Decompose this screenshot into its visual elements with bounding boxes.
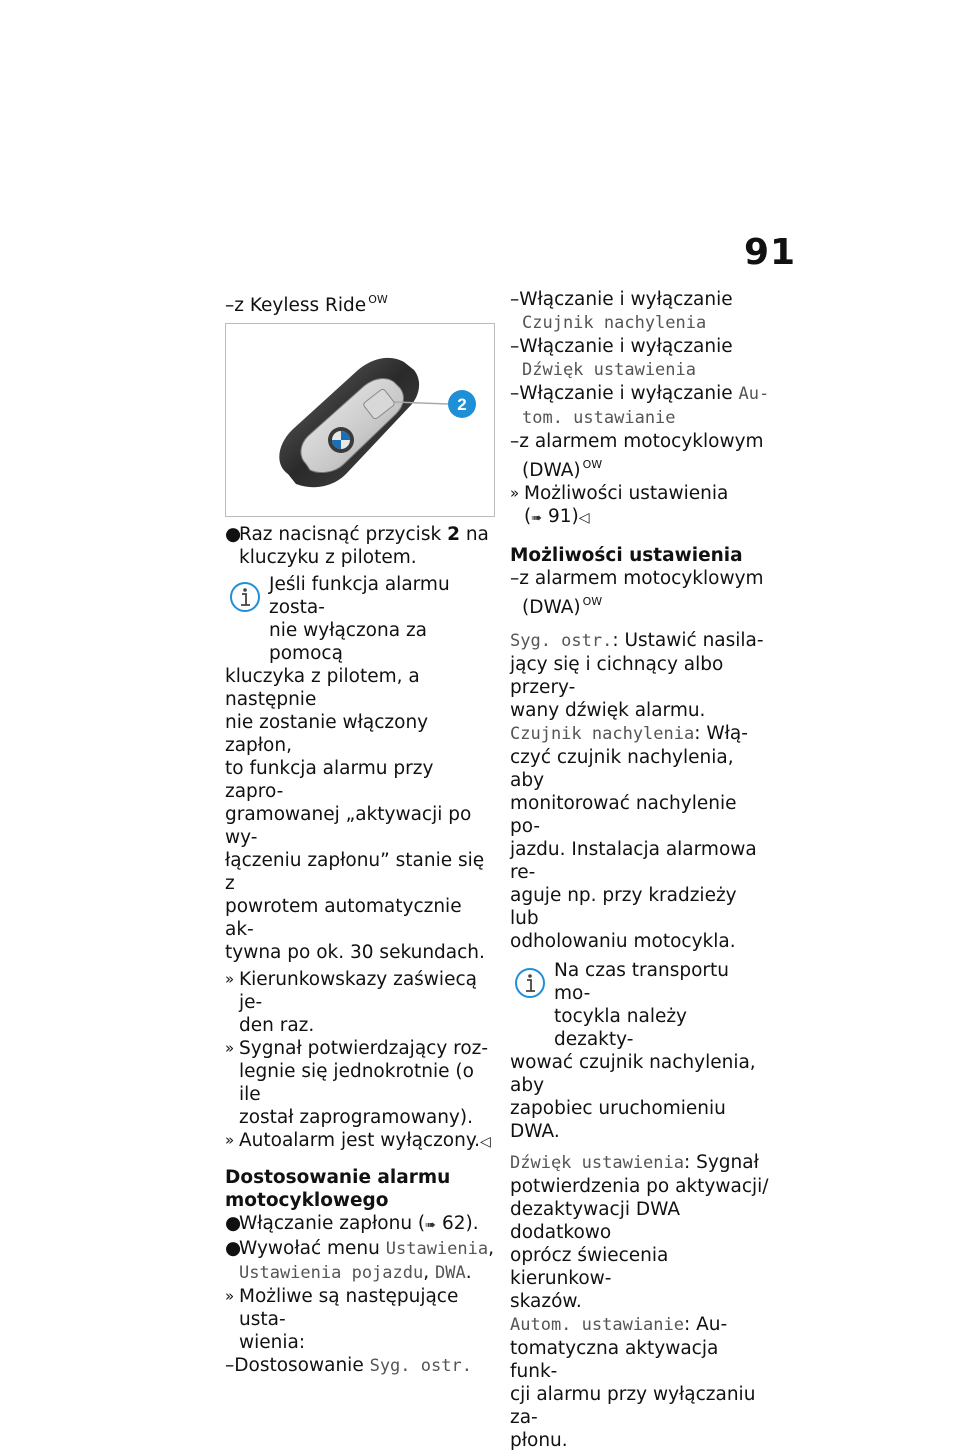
page-number: 91	[744, 232, 797, 273]
heading-line: Dostosowanie alarmu	[225, 1167, 451, 1188]
result-icon: »	[510, 484, 520, 502]
desc-setting-sound	[510, 1151, 770, 1313]
ow-superscript: OW	[582, 595, 603, 608]
note-line: gramowanej „aktywacji po wy-	[225, 804, 472, 848]
desc-text: aguje np. przy kradzieży lub	[510, 885, 737, 929]
end-mark-icon: ◁	[480, 1134, 491, 1150]
note-line: Jeśli funkcja alarmu zosta-	[269, 574, 450, 618]
info-note	[225, 573, 495, 964]
condition-text: –z alarmem motocyklowym	[510, 431, 764, 452]
result-icon: »	[225, 1131, 235, 1149]
desc-text: : Au-	[684, 1314, 728, 1335]
left-column	[225, 288, 495, 1378]
result-text: wienia:	[239, 1332, 306, 1353]
bullet-icon: ●	[225, 1238, 242, 1259]
desc-text: tomatyczna aktywacja funk-	[510, 1338, 719, 1382]
ow-superscript: OW	[368, 293, 388, 306]
desc-text: monitorować nachylenie po-	[510, 793, 737, 837]
result-signal	[225, 1037, 495, 1129]
option-signal	[225, 1354, 495, 1378]
step-menu	[225, 1237, 495, 1285]
desc-text: skazów.	[510, 1291, 582, 1312]
desc-text: cji alarmu przy wyłączaniu za-	[510, 1384, 756, 1428]
condition-text: (DWA)	[522, 597, 581, 618]
note-line: łączeniu zapłonu” stanie się z	[225, 850, 485, 894]
note-line: Na czas transportu mo-	[554, 960, 730, 1004]
result-text: został zaprogramowany).	[239, 1107, 473, 1128]
condition-text: (DWA)	[522, 460, 581, 481]
callout-number: 2	[457, 395, 467, 414]
step-text: kluczyku z pilotem.	[239, 547, 417, 568]
result-text: Autoalarm jest wyłączony.	[239, 1130, 481, 1151]
heading-line: motocyklowego	[225, 1190, 389, 1211]
note-line: powrotem automatycznie ak-	[225, 896, 462, 940]
result-options	[225, 1285, 495, 1354]
result-indicators	[225, 968, 495, 1037]
note-line: tywna po ok. 30 sekundach.	[225, 942, 485, 963]
note-line: zapobiec uruchomieniu DWA.	[510, 1098, 726, 1142]
section-heading	[225, 1166, 495, 1212]
result-icon: »	[225, 1287, 235, 1305]
result-text: Możliwe są następujące usta-	[239, 1286, 459, 1330]
result-settings-ref: » Możliwości ustawienia (➠ 91)◁	[510, 483, 729, 527]
menu-tilt-sensor: Czujnik nachylenia	[522, 313, 707, 333]
page-ref-arrow-icon: ➠	[531, 511, 543, 526]
desc-text: jazdu. Instalacja alarmowa re-	[510, 839, 757, 883]
result-text: Sygnał potwierdzający roz-	[239, 1038, 489, 1059]
desc-text: jący się i cichnący albo przery-	[510, 654, 724, 698]
result-icon: »	[225, 970, 235, 988]
keyless-ride-text: –z Keyless Ride	[225, 295, 367, 316]
desc-text: oprócz świecenia kierunkow-	[510, 1245, 669, 1289]
menu-setting-sound: Dźwięk ustawienia	[510, 1153, 684, 1173]
note-line: tocykla należy dezakty-	[554, 1006, 688, 1050]
key-fob-illustration	[226, 324, 494, 516]
result-text: Możliwości ustawienia	[524, 483, 729, 504]
menu-alarm-signal: Syg. ostr.	[369, 1356, 472, 1376]
step-text: Raz nacisnąć przycisk	[239, 524, 448, 545]
step-text: na	[459, 524, 489, 545]
option-text: –Dostosowanie	[225, 1355, 370, 1376]
page-ref-arrow-icon: ➠	[425, 1218, 437, 1233]
punct: .	[465, 1262, 472, 1283]
result-alarm-off	[225, 1129, 495, 1154]
menu-dwa: DWA	[435, 1263, 466, 1283]
condition-text: –z alarmem motocyklowym	[510, 568, 764, 589]
note-line: to funkcja alarmu przy zapro-	[225, 758, 434, 802]
desc-text: wany dźwięk alarmu.	[510, 700, 706, 721]
desc-tilt-sensor	[510, 722, 770, 953]
step-press-button	[225, 523, 495, 569]
menu-alarm-signal: Syg. ostr.	[510, 631, 613, 651]
option-text: –Włączanie i wyłączanie	[510, 336, 733, 357]
note-line: wować czujnik nachylenia, aby	[510, 1052, 756, 1096]
menu-auto-set: tom. ustawianie	[522, 408, 676, 428]
ow-superscript: OW	[582, 458, 603, 471]
menu-tilt-sensor: Czujnik nachylenia	[510, 724, 695, 744]
option-text: –Włączanie i wyłączanie	[510, 289, 733, 310]
right-column	[510, 288, 770, 1452]
desc-text: czyć czujnik nachylenia, aby	[510, 747, 734, 791]
result-icon: »	[225, 1039, 235, 1057]
desc-alarm-signal	[510, 629, 770, 722]
note-line: nie wyłączona za pomocą	[269, 620, 427, 664]
result-text: legnie się jednokrotnie (o ile	[239, 1061, 474, 1105]
menu-settings: Ustawienia	[385, 1239, 489, 1259]
desc-text: odholowaniu motocykla.	[510, 931, 736, 952]
desc-text: potwierdzenia po aktywacji/	[510, 1176, 769, 1197]
page-ref[interactable]: 91)	[548, 506, 579, 527]
step-text: Włączanie zapłonu (	[239, 1213, 426, 1234]
page-ref[interactable]: 62).	[441, 1213, 479, 1234]
menu-vehicle-settings: Ustawienia pojazdu	[239, 1263, 424, 1283]
desc-text: : Sygnał	[684, 1152, 759, 1173]
end-mark-icon: ◁	[578, 510, 590, 526]
button-ref: 2	[447, 524, 460, 545]
bullet-icon: ●	[225, 1213, 242, 1234]
menu-auto-set: Au-	[738, 384, 770, 404]
bullet-icon: ●	[225, 524, 242, 545]
keyless-ride-line	[225, 288, 495, 317]
menu-auto-set: Autom. ustawianie	[510, 1315, 684, 1335]
section-heading: Możliwości ustawienia	[510, 545, 743, 566]
note-line: nie zostanie włączony zapłon,	[225, 712, 429, 756]
result-text: Kierunkowskazy zaświecą je-	[239, 969, 477, 1013]
result-text: den raz.	[239, 1015, 315, 1036]
step-ignition	[225, 1212, 495, 1237]
desc-auto-set	[510, 1313, 770, 1452]
info-icon	[225, 575, 265, 615]
option-text: –Włączanie i wyłączanie	[510, 383, 739, 404]
key-fob-image	[225, 323, 495, 517]
step-text: Wywołać menu	[239, 1238, 386, 1259]
punct: ,	[423, 1262, 435, 1283]
desc-text: : Ustawić nasila-	[612, 630, 764, 651]
info-note	[510, 959, 770, 1143]
punct: ,	[488, 1238, 494, 1259]
note-line: kluczyka z pilotem, a następnie	[225, 666, 420, 710]
desc-text: płonu.	[510, 1430, 568, 1451]
desc-text: : Włą-	[694, 723, 748, 744]
desc-text: dezaktywacji DWA dodatkowo	[510, 1199, 681, 1243]
info-icon	[510, 961, 550, 1001]
menu-setting-sound: Dźwięk ustawienia	[522, 360, 696, 380]
